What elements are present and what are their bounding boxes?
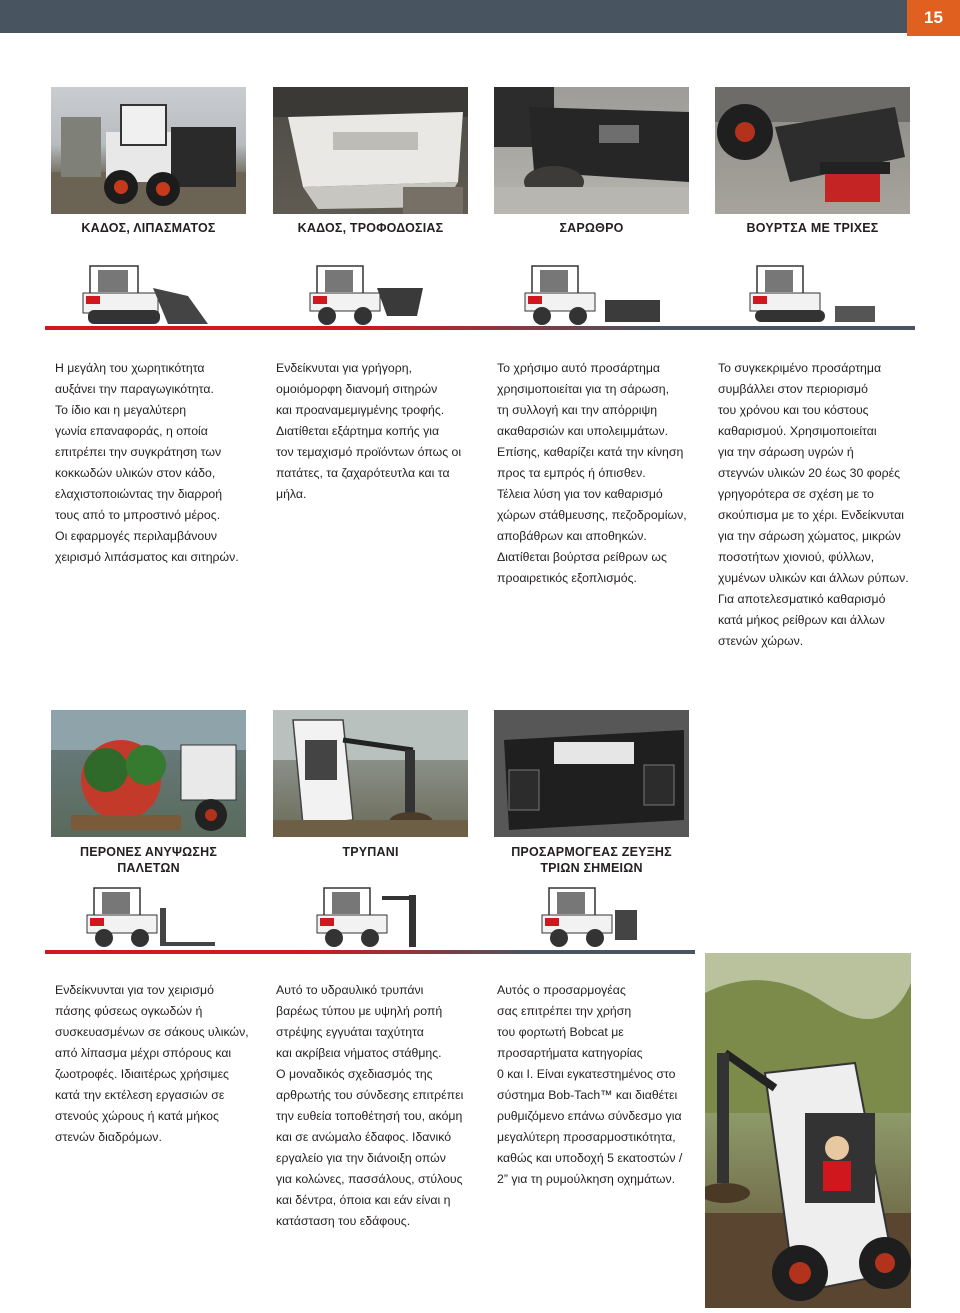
pallet-forks-image bbox=[51, 710, 246, 837]
text-line: τον τεμαχισμό προϊόντων όπως οι bbox=[276, 445, 462, 459]
text-line: για την σάρωση χώματος, μικρών bbox=[718, 529, 901, 543]
text-line: συσκευασμένων σε σάκους υλικών, bbox=[55, 1025, 249, 1039]
description-hitch-adapter bbox=[497, 980, 707, 1190]
text-line: προσαρτήματα κατηγορίας bbox=[497, 1046, 643, 1060]
text-line: και προαναμεμιγμένης τροφής. bbox=[276, 403, 445, 417]
section-rule-bottom bbox=[45, 950, 695, 954]
operator-auger-photo bbox=[705, 953, 911, 1308]
text-line: προς τα εμπρός ή όπισθεν. bbox=[497, 466, 646, 480]
text-line: στενών χώρων. bbox=[718, 634, 804, 648]
top-bar bbox=[0, 0, 960, 33]
auger-image bbox=[273, 710, 468, 837]
text-line: και σε ανώμαλο έδαφος. Ιδανικό bbox=[276, 1130, 452, 1144]
text-line: ποσοτήτων χιονιού, φύλλων, bbox=[718, 550, 875, 564]
loader-with-bucket-illustration bbox=[78, 258, 218, 328]
text-line: Ενδείκνυται για γρήγορη, bbox=[276, 361, 412, 375]
text-line: Ενδείκνυνται για τον χειρισμό bbox=[55, 983, 214, 997]
text-line: Οι εφαρμογές περιλαμβάνουν bbox=[55, 529, 218, 543]
text-line: Το συγκεκριμένο προσάρτημα bbox=[718, 361, 882, 375]
text-line: Διατίθεται εξάρτημα κοπής για bbox=[276, 424, 440, 438]
text-line: κατά την εκτέλεση εργασιών σε bbox=[55, 1088, 225, 1102]
description-sweeper bbox=[497, 358, 707, 589]
caption-line: ΠΑΛΕΤΩΝ bbox=[117, 861, 180, 875]
caption-auger bbox=[273, 844, 468, 860]
feed-bucket-photo bbox=[273, 87, 468, 214]
text-line: χώρων στάθμευσης, πεζοδρομίων, bbox=[497, 508, 687, 522]
text-line: Ο μοναδικός σχεδιασμός της bbox=[276, 1067, 433, 1081]
loader-with-auger-illustration bbox=[312, 880, 442, 950]
text-line: μήλα. bbox=[276, 487, 307, 501]
description-bristle-brush bbox=[718, 358, 933, 652]
text-line: ακαθαρσιών και υπολειμμάτων. bbox=[497, 424, 669, 438]
text-line: καθώς και υποδοχή 5 εκατοστών / bbox=[497, 1151, 683, 1165]
caption-line: ΠΡΟΣΑΡΜΟΓΕΑΣ ΖΕΥΞΗΣ bbox=[511, 845, 672, 859]
hitch-adapter-image bbox=[494, 710, 689, 837]
text-line: αποβάθρων και αποθηκών. bbox=[497, 529, 647, 543]
loader-with-feed-bucket-illustration bbox=[305, 258, 435, 328]
text-line: ελαχιστοποιώντας την διαρροή bbox=[55, 487, 223, 501]
text-line: χρησιμοποιείται για τη σάρωση, bbox=[497, 382, 670, 396]
text-line: σύστημα Bob-Tach™ και διαθέτει bbox=[497, 1088, 678, 1102]
auger-photo bbox=[273, 710, 468, 837]
text-line: εργαλείο για την διάνοιξη οπών bbox=[276, 1151, 446, 1165]
text-line: στενούς χώρους ή κατά μήκος bbox=[55, 1109, 219, 1123]
loader-with-sweeper-illustration bbox=[520, 258, 670, 328]
text-line: Τέλεια λύση για τον καθαρισμό bbox=[497, 487, 663, 501]
text-line: κοκκωδών υλικών στον κάδο, bbox=[55, 466, 216, 480]
text-line: βαρέως τύπου με υψηλή ροπή bbox=[276, 1004, 443, 1018]
text-line: ρυθμιζόμενο επάνω σύνδεσμο για bbox=[497, 1109, 682, 1123]
text-line: τους από το μπροστινό μέρος. bbox=[55, 508, 221, 522]
text-line: Αυτός ο προσαρμογέας bbox=[497, 983, 626, 997]
text-line: στενών διαδρόμων. bbox=[55, 1130, 162, 1144]
caption-feed-bucket: ΚΑΔΟΣ, ΤΡΟΦΟΔΟΣΙΑΣ bbox=[297, 221, 444, 235]
text-line: τη συλλογή και την απόρριψη bbox=[497, 403, 658, 417]
text-line: ομοιόμορφη διανομή σιτηρών bbox=[276, 382, 438, 396]
text-line: αρθρωτής του σύνδεσης επιτρέπει bbox=[276, 1088, 464, 1102]
sweeper-image bbox=[494, 87, 689, 214]
text-line: από λίπασμα μέχρι σπόρους και bbox=[55, 1046, 232, 1060]
section-rule-top bbox=[45, 326, 915, 330]
loader-with-hitch-illustration bbox=[537, 880, 667, 950]
sweeper-photo bbox=[494, 87, 689, 214]
text-line: σας επιτρέπει την χρήση bbox=[497, 1004, 632, 1018]
page-number: 15 bbox=[907, 0, 960, 36]
pallet-forks-photo bbox=[51, 710, 246, 837]
feed-bucket-image bbox=[273, 87, 468, 214]
text-line: στεγνών υλικών 20 έως 30 φορές bbox=[718, 466, 900, 480]
bristle-brush-image bbox=[715, 87, 910, 214]
description-feed-bucket bbox=[276, 358, 486, 505]
text-line: γωνία επαναφοράς, η οποία bbox=[55, 424, 208, 438]
text-line: χειρισμό λιπάσματος και σιτηρών. bbox=[55, 550, 239, 564]
text-line: κατά μήκος ρείθρων και άλλων bbox=[718, 613, 885, 627]
text-line: Το ίδιο και η μεγαλύτερη bbox=[55, 403, 187, 417]
loader-with-brush-illustration bbox=[745, 258, 895, 328]
text-line: και δέντρα, όποια και εάν είναι η bbox=[276, 1193, 451, 1207]
caption-line: ΠΕΡΟΝΕΣ ΑΝΥΨΩΣΗΣ bbox=[79, 845, 218, 859]
text-line: στρέψης εγγυάται ταχύτητα bbox=[276, 1025, 424, 1039]
text-line: για την σάρωση υγρών ή bbox=[718, 445, 854, 459]
description-fertilizer-bucket bbox=[55, 358, 260, 568]
bobcat-loader-image bbox=[51, 87, 246, 214]
caption-line: ΤΡΙΩΝ ΣΗΜΕΙΩΝ bbox=[540, 861, 643, 875]
text-line: προαιρετικός εξοπλισμός. bbox=[497, 571, 637, 585]
bristle-brush-photo bbox=[715, 87, 910, 214]
text-line: συμβάλλει στον περιορισμό bbox=[718, 382, 868, 396]
text-line: την ευθεία τοποθέτησή του, ακόμη bbox=[276, 1109, 463, 1123]
operator-auger-image bbox=[705, 953, 911, 1308]
text-line: πατάτες, τα ζαχαρότευτλα και τα bbox=[276, 466, 450, 480]
caption-bristle-brush: ΒΟΥΡΤΣΑ ΜΕ ΤΡΙΧΕΣ bbox=[746, 221, 879, 235]
text-line: επιτρέπει την συγκράτηση των bbox=[55, 445, 222, 459]
text-line: μεγαλύτερη προσαρμοστικότητα, bbox=[497, 1130, 676, 1144]
text-line: Για αποτελεσματικό καθαρισμό bbox=[718, 592, 886, 606]
text-line: 2” για τη ρυμούλκηση οχημάτων. bbox=[497, 1172, 676, 1186]
caption-fertilizer-bucket: ΚΑΔΟΣ, ΛΙΠΑΣΜΑΤΟΣ bbox=[81, 221, 216, 235]
loader-with-forks-illustration bbox=[82, 880, 222, 950]
caption-hitch-adapter bbox=[494, 844, 689, 876]
three-point-hitch-adapter-photo bbox=[494, 710, 689, 837]
caption-pallet-forks bbox=[51, 844, 246, 876]
text-line: γρηγορότερα σε σχέση με το bbox=[718, 487, 874, 501]
text-line: Διατίθεται βούρτσα ρείθρων ως bbox=[497, 550, 667, 564]
text-line: ζωοτροφές. Ιδιαιτέρως χρήσιμες bbox=[55, 1067, 229, 1081]
description-pallet-forks bbox=[55, 980, 260, 1148]
text-line: για κολώνες, πασσάλους, στύλους bbox=[276, 1172, 463, 1186]
text-line: αυξάνει την παραγωγικότητα. bbox=[55, 382, 214, 396]
text-line: 0 και Ι. Είναι εγκατεστημένος στο bbox=[497, 1067, 676, 1081]
text-line: του φορτωτή Bobcat με bbox=[497, 1025, 624, 1039]
text-line: Η μεγάλη του χωρητικότητα bbox=[55, 361, 205, 375]
text-line: και ακρίβεια νήματος στάθμης. bbox=[276, 1046, 442, 1060]
text-line: κατάσταση του εδάφους. bbox=[276, 1214, 411, 1228]
caption-line: ΤΡΥΠΑΝΙ bbox=[342, 845, 399, 859]
text-line: Αυτό το υδραυλικό τρυπάνι bbox=[276, 983, 424, 997]
text-line: σκούπισμα με το χέρι. Ενδείκνυται bbox=[718, 508, 904, 522]
text-line: Επίσης, καθαρίζει κατά την κίνηση bbox=[497, 445, 684, 459]
text-line: Το χρήσιμο αυτό προσάρτημα bbox=[497, 361, 661, 375]
text-line: πάσης φύσεως ογκωδών ή bbox=[55, 1004, 203, 1018]
caption-sweeper: ΣΑΡΩΘΡΟ bbox=[559, 221, 624, 235]
description-auger bbox=[276, 980, 486, 1232]
text-line: του χρόνου και του κόστους bbox=[718, 403, 869, 417]
text-line: καθαρισμού. Χρησιμοποιείται bbox=[718, 424, 877, 438]
fertilizer-bucket-photo bbox=[51, 87, 246, 214]
text-line: χυμένων υλικών και άλλων ρύπων. bbox=[718, 571, 909, 585]
